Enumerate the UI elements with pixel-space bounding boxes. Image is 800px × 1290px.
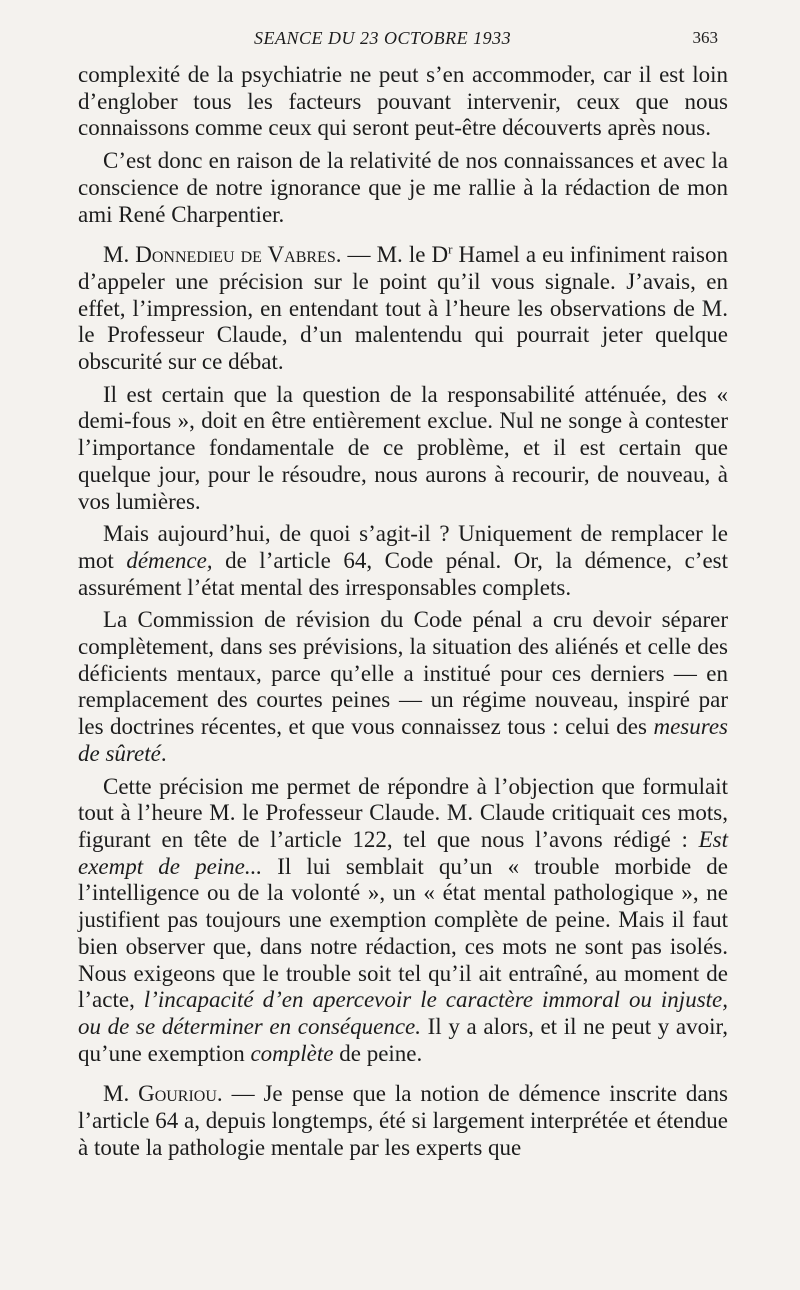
paragraph-8 [78,1081,728,1161]
body-text [78,62,728,1167]
paragraph-text: La Commission de révision du Code pénal a cru devoir séparer complètement, dans ses prévisions, la situation des aliénés et celle des déficients mentaux, parce qu’elle a institué pour ces derniers — en remplacement des courtes peines — un régime nouveau, inspiré par les doctrines récentes, et que vous connaissez tous : celui des [78,607,728,740]
paragraph-text: — M. le D [341,242,449,268]
paragraph-2: C’est donc en raison de la relativité de nos connaissances et avec la conscience de notre ignorance que je me rallie à la rédaction de mon ami René Charpentier. [78,148,728,227]
speaker-name: M. Gouriou. [103,1081,223,1107]
emphasis: Est exempt de peine... [78,826,728,879]
paragraph-6 [78,607,728,767]
paragraph-text: Cette précision me permet de répondre à l’objection que formulait tout à l’heure M. le Professeur Claude. M. Claude critiquait ces mots, figurant en tête de l’article 122, tel que nous l’avons rédigé : [78,773,728,852]
paragraph-4: Il est certain que la question de la responsabilité atténuée, des « demi-fous », doit en être entièrement exclue. Nul ne songe à contester l’importance fondamentale de ce problème, et il est certain que quelque jour, pour le résoudre, nous aurons à recourir, de nouveau, à vos lumières. [78,381,728,514]
paragraph-text: Il lui semblait qu’un « trouble morbide de l’intelligence ou de la volonté », un « état mental pathologique », ne justifient pas toujours une exemption complète de peine. Mais il faut bien observer que, dans notre rédaction, ces mots ne sont pas isolés. Nous exigeons que le trouble soit tel qu’il ait entraîné, au moment de l’acte, [78,853,728,1013]
speaker-name: M. Donnedieu de Vabres. [103,242,342,268]
paragraph-7 [78,774,728,1068]
paragraph-1: complexité de la psychiatrie ne peut s’en accommoder, car il est loin d’englober tous les facteurs pouvant intervenir, ceux que nous connaissons comme ceux qui seront peut-être découverts après nous. [78,62,728,141]
paragraph-3 [78,242,728,376]
emphasis: mesures de sûreté [78,714,728,766]
emphasis: démence, [126,547,213,573]
running-header [0,28,800,52]
paragraph-text: de l’article 64, Code pénal. Or, la démence, c’est assurément l’état mental des irresponsables complets. [78,547,728,600]
paragraph-5 [78,521,728,601]
paragraph-text: Il y a alors, et il ne peut y avoir, qu’une exemption [78,1013,728,1066]
superscript: r [448,241,453,257]
page-number: 363 [692,28,718,47]
paragraph-text: de peine. [333,1040,423,1066]
paragraph-text: Mais aujourd’hui, de quoi s’agit-il ? Uniquement de remplacer le mot [78,521,728,573]
paragraph-text: Hamel a eu infiniment raison d’appeler une précision sur le point qu’il vous signale. J’avais, en effet, l’impression, en entendant tout à l’heure les observations de M. le Professeur Claude, d’un malentendu qui pourrait jeter quelque obscurité sur ce débat. [78,242,728,375]
paragraph-text: . [160,740,167,766]
emphasis: l’incapacité d’en apercevoir le caractère immoral ou injuste, ou de se déterminer en conséquence. [78,987,728,1039]
emphasis: complète [250,1040,334,1066]
header-title: SEANCE DU 23 OCTOBRE 1933 [254,28,512,48]
paragraph-text: — Je pense que la notion de démence inscrite dans l’article 64 a, depuis longtemps, été si largement interprétée et étendue à toute la pathologie mentale par les experts que [78,1081,728,1160]
